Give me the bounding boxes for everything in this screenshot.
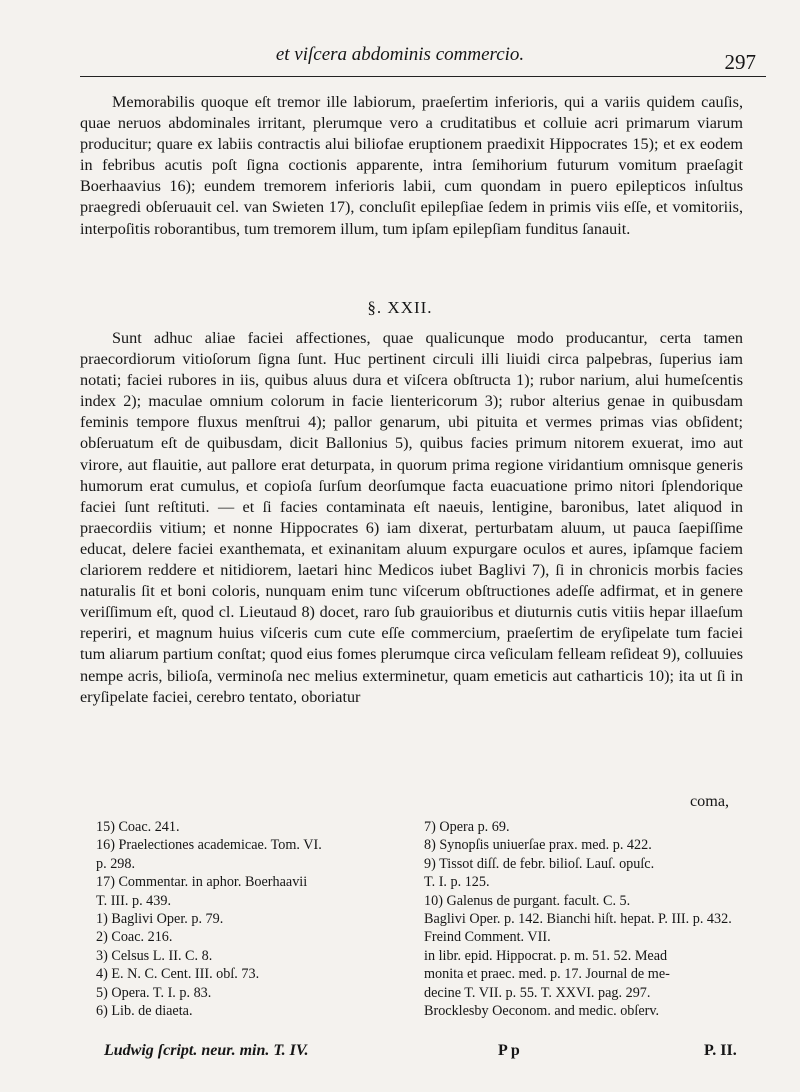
footnote-line: 6) Lib. de diaeta. <box>96 1003 193 1020</box>
signature-mark: P p <box>498 1042 520 1059</box>
section-heading: §. XXII. <box>367 298 433 317</box>
footnote-line: T. III. p. 439. <box>96 892 171 909</box>
footnote-line: 1) Baglivi Oper. p. 79. <box>96 911 224 928</box>
signature-part: P. II. <box>704 1042 737 1059</box>
footnote-line: Brocklesby Oeconom. and medic. obſerv. <box>424 1003 660 1020</box>
footnote-line: 9) Tissot diſſ. de febr. bilioſ. Lauſ. opuſc. <box>424 855 655 872</box>
footnote-line: Baglivi Oper. p. 142. Bianchi hiſt. hepat. P. III. p. 432. Freind Comment. VII. <box>424 911 732 946</box>
paragraph-tremor <box>80 92 743 240</box>
running-title: et viſcera abdominis commercio. <box>275 44 525 65</box>
footnote-line: 3) Celsus L. II. C. 8. <box>96 947 213 964</box>
header-rule <box>80 76 766 77</box>
footnotes-left <box>96 818 406 1020</box>
paragraph-1-text: Memorabilis quoque eſt tremor ille labiorum, praeſertim inferioris, qui a variis quidem cauſis, quae neruos abdominales irritant, plerumque vero a cruditatibus et colluie acri primarum viarum producitur; quare ex labiis contractis alui biliofae eruptionem praedixit Hippocrates 15); et ex eodem in febribus acutis poſt ſigna coctionis apparente, intra ſemihorium futurum vomitum praeſagit Boerhaavius 16); eundem tremorem inferioris labii, cum quondam in puero epilepticos inſultus praegredi obſeruauit cel. van Swieten 17), concluſit epilepſiae ſedem in primis viis eſſe, et vomitoriis, interpoſitis roborantibus, tum tremorem illum, tum ipſam epilepſiam funditus ſanauit. <box>80 93 743 238</box>
footnote-line: 5) Opera. T. I. p. 83. <box>96 984 212 1001</box>
footnote-line: in libr. epid. Hippocrat. p. m. 51. 52. Mead <box>424 947 668 964</box>
footnote-line: 16) Praelectiones academicae. Tom. VI. <box>96 837 322 854</box>
footnote-line: 4) E. N. C. Cent. III. obſ. 73. <box>96 966 260 983</box>
footnote-line: 2) Coac. 216. <box>96 929 173 946</box>
footnote-line: 7) Opera p. 69. <box>424 819 510 835</box>
footnote-line: 8) Synopſis uniuerſae prax. med. p. 422. <box>424 837 652 854</box>
catchword: coma, <box>690 792 730 810</box>
footnotes-right <box>424 818 744 1020</box>
footnote-line: decine T. VII. p. 55. T. XXVI. pag. 297. <box>424 984 651 1001</box>
footnote-line: 15) Coac. 241. <box>96 819 180 835</box>
paragraph-facies <box>80 328 743 708</box>
signature-source: Ludwig ſcript. neur. min. T. IV. <box>104 1042 309 1059</box>
page-number: 297 <box>724 50 756 74</box>
footnote-line: 17) Commentar. in aphor. Boerhaavii <box>96 874 308 891</box>
footnote-line: 10) Galenus de purgant. facult. C. 5. <box>424 892 631 909</box>
footnote-line: p. 298. <box>96 855 136 872</box>
footnote-line: monita et praec. med. p. 17. Journal de me- <box>424 966 670 983</box>
footnote-line: T. I. p. 125. <box>424 874 490 891</box>
paragraph-2-text: Sunt adhuc aliae faciei affectiones, quae qualicunque modo producantur, certa tamen praecordiorum vitioſorum ſigna ſunt. Huc pertinent circuli illi liuidi circa palpebras, ſuperius iam notati; faciei rubores in iis, quibus aluus dura et viſcera obſtructa 1); rubor narium, alui humeſcentis index 2); maculae omnium colorum in facie lientericorum 3); rubor alterius genae in quibusdam feminis tempore fluxus menſtrui 4); pallor genarum, ubi pituita et vermes primas vias obſident; obſeruatum eſt de quibusdam, dicit Ballonius 5), quibus facies primum nitorem exuerat, imo aut virore, aut flauitie, aut pallore erat deturpata, in quorum prima regione viridantium omnisque generis humorum erat cumulus, et copioſa ſurſum deorſumque facta euacuatione primo nitori ſplendorique faciei ſunt reſtituti. — et ſi facies contaminata eſt naeuis, lentigine, baronibus, latet aliquod in praecordiis vitium; et nonne Hippocrates 6) iam dixerat, perturbatam aluum, ut pauca ſaepiſſime educat, delere faciei exanthemata, et exinanitam aluum expurgare oculos et aures, ipſamque faciem clariorem reddere et nitidiorem, laetari hinc Medicos iubet Baglivi 7), ſi in chronicis morbis facies naturalis ſit et boni coloris, nunquam enim tunc viſcerum obſtructiones adeſſe adfirmat, et in genere veriſſimum eſt, quod cl. Lieutaud 8) docet, raro ſub grauioribus et diuturnis cutis vitiis hepar illaeſum reperiri, et magnum huius viſceris cum cute eſſe commercium, praeſertim de eryſipelate tum faciei tum aliarum partium conſtat; quod eius fomes plerumque circa veſiculam felleam reſideat 9), colluuies nempe acris, bilioſa, verminoſa nec melius exterminetur, quam emeticis aut catharticis 10); ita ut ſi in eryſipelate faciei, cerebro tentato, oboriatur <box>80 329 743 706</box>
